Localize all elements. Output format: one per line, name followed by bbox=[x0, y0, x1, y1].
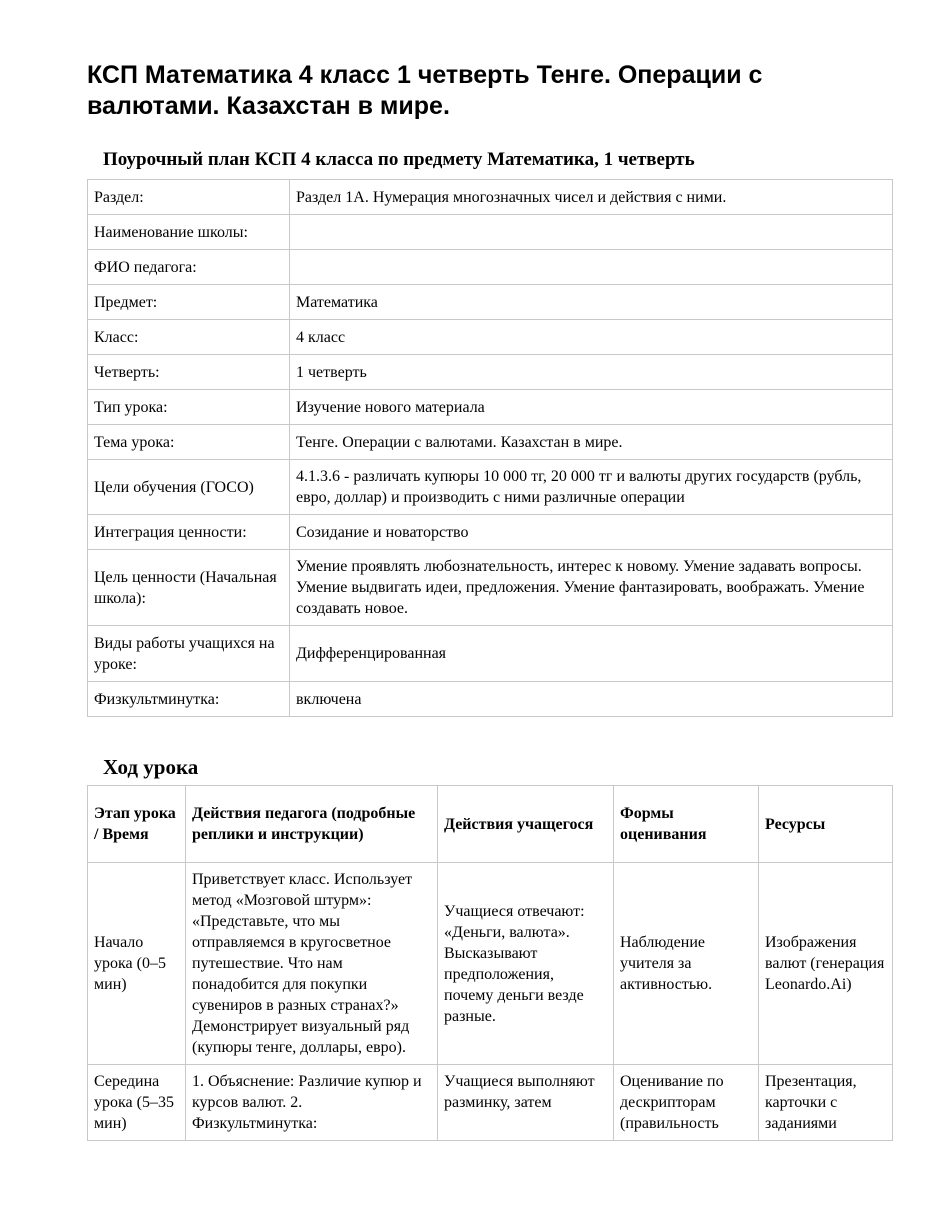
info-value: Математика bbox=[290, 285, 893, 320]
flow-student: Учащиеся выполняют разминку, затем bbox=[438, 1065, 614, 1141]
info-row bbox=[88, 550, 893, 626]
lesson-flow-heading: Ход урока bbox=[103, 755, 199, 779]
info-label: Цель ценности (Начальная школа): bbox=[88, 550, 290, 626]
info-value: Умение проявлять любознательность, интерес к новому. Умение задавать вопросы. Умение выдвигать идеи, предложения. Умение фантазировать, воображать. Умение создавать новое. bbox=[290, 550, 893, 626]
info-row bbox=[88, 626, 893, 682]
info-row bbox=[88, 320, 893, 355]
flow-header-stage: Этап урока / Время bbox=[88, 786, 186, 863]
info-label: Четверть: bbox=[88, 355, 290, 390]
flow-assessment: Оценивание по дескрипторам (правильность bbox=[614, 1065, 759, 1141]
info-value bbox=[290, 215, 893, 250]
flow-teacher: 1. Объяснение: Различие купюр и курсов валют. 2. Физкультминутка: bbox=[186, 1065, 438, 1141]
flow-header-row bbox=[88, 786, 893, 863]
flow-assessment: Наблюдение учителя за активностью. bbox=[614, 863, 759, 1065]
info-row bbox=[88, 390, 893, 425]
flow-header-student: Действия учащегося bbox=[438, 786, 614, 863]
flow-stage: Начало урока (0–5 мин) bbox=[88, 863, 186, 1065]
plan-subtitle: Поурочный план КСП 4 класса по предмету Математика, 1 четверть bbox=[103, 149, 695, 170]
info-row bbox=[88, 250, 893, 285]
flow-resources: Изображения валют (генерация Leonardo.Ai) bbox=[759, 863, 893, 1065]
info-row bbox=[88, 215, 893, 250]
info-label: Цели обучения (ГОСО) bbox=[88, 460, 290, 515]
info-value: Изучение нового материала bbox=[290, 390, 893, 425]
info-label: Тип урока: bbox=[88, 390, 290, 425]
info-label: Физкультминутка: bbox=[88, 682, 290, 717]
info-row bbox=[88, 180, 893, 215]
info-row bbox=[88, 285, 893, 320]
info-value: Созидание и новаторство bbox=[290, 515, 893, 550]
flow-student: Учащиеся отвечают: «Деньги, валюта». Высказывают предположения, почему деньги везде разные. bbox=[438, 863, 614, 1065]
info-label: Предмет: bbox=[88, 285, 290, 320]
info-row bbox=[88, 355, 893, 390]
info-value bbox=[290, 250, 893, 285]
flow-row bbox=[88, 863, 893, 1065]
info-row bbox=[88, 682, 893, 717]
info-value: включена bbox=[290, 682, 893, 717]
info-value: 4 класс bbox=[290, 320, 893, 355]
flow-header-resources: Ресурсы bbox=[759, 786, 893, 863]
info-label: Виды работы учащихся на уроке: bbox=[88, 626, 290, 682]
lesson-info-table bbox=[87, 179, 893, 717]
flow-header-teacher: Действия педагога (подробные реплики и инструкции) bbox=[186, 786, 438, 863]
flow-stage: Середина урока (5–35 мин) bbox=[88, 1065, 186, 1141]
info-row bbox=[88, 460, 893, 515]
lesson-flow-table bbox=[87, 785, 893, 1141]
info-row bbox=[88, 515, 893, 550]
info-label: Интеграция ценности: bbox=[88, 515, 290, 550]
flow-resources: Презентация, карточки с заданиями bbox=[759, 1065, 893, 1141]
info-value: 1 четверть bbox=[290, 355, 893, 390]
page-title: КСП Математика 4 класс 1 четверть Тенге. Операции с валютами. Казахстан в мире. bbox=[87, 61, 763, 120]
info-label: Наименование школы: bbox=[88, 215, 290, 250]
info-value: Дифференцированная bbox=[290, 626, 893, 682]
flow-header-assessment: Формы оценивания bbox=[614, 786, 759, 863]
info-value: Тенге. Операции с валютами. Казахстан в мире. bbox=[290, 425, 893, 460]
flow-teacher: Приветствует класс. Использует метод «Мозговой штурм»: «Представьте, что мы отправляемся в кругосветное путешествие. Что нам понадобится для покупки сувениров в разных странах?» Демонстрирует визуальный ряд (купюры тенге, доллары, евро). bbox=[186, 863, 438, 1065]
info-value: Раздел 1А. Нумерация многозначных чисел и действия с ними. bbox=[290, 180, 893, 215]
info-label: Класс: bbox=[88, 320, 290, 355]
flow-row bbox=[88, 1065, 893, 1141]
info-row bbox=[88, 425, 893, 460]
info-value: 4.1.3.6 - различать купюры 10 000 тг, 20 000 тг и валюты других государств (рубль, евро, доллар) и производить с ними различные операции bbox=[290, 460, 893, 515]
info-label: Тема урока: bbox=[88, 425, 290, 460]
info-label: Раздел: bbox=[88, 180, 290, 215]
info-label: ФИО педагога: bbox=[88, 250, 290, 285]
